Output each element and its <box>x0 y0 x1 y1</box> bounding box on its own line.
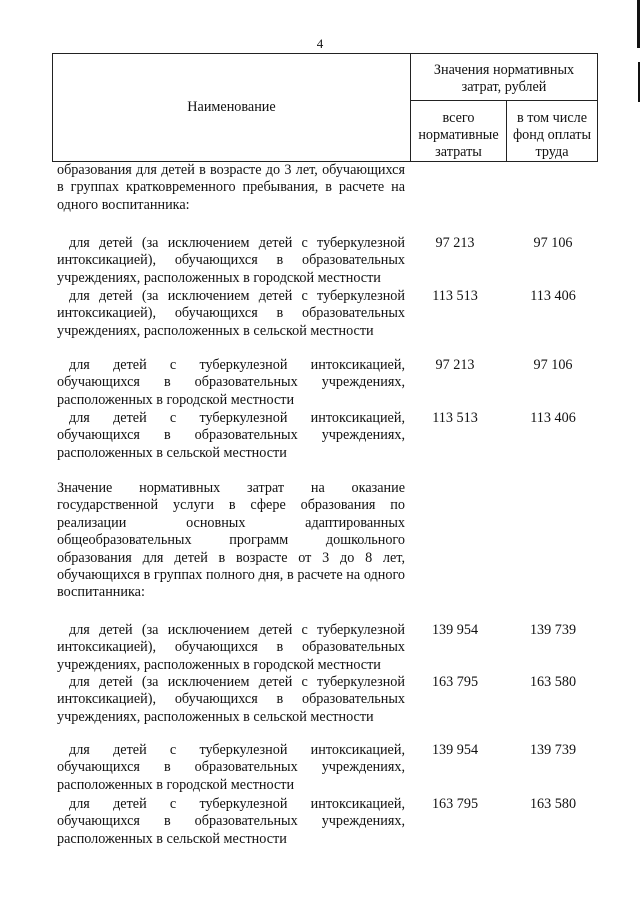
header-values-group: Значения нормативных затрат, рублей <box>433 62 575 95</box>
row-text: образования для детей в возрасте до 3 лет, обучающихся в группах кратковременного пребывания, в расчете на одного воспитанника: <box>57 162 405 213</box>
header-col-total: всего нормативные затраты <box>418 110 499 160</box>
header-col-payroll: в том числе фонд оплаты труда <box>512 110 592 160</box>
row-total: 139 954 <box>431 622 479 638</box>
row-text: для детей с туберкулезной интоксикацией, обучающихся в образовательных учреждениях, расположенных в городской местности <box>57 357 405 408</box>
row-total: 163 795 <box>431 674 479 690</box>
header-divider-group <box>410 100 597 101</box>
row-total: 139 954 <box>431 742 479 758</box>
row-total: 113 513 <box>432 288 478 304</box>
row-text: для детей (за исключением детей с туберкулезной интоксикацией), обучающихся в образовательных учреждениях, расположенных в сельской местности <box>57 674 405 725</box>
row-payroll: 113 406 <box>530 410 576 426</box>
header-name-column: Наименование <box>187 99 276 115</box>
section-heading: Значение нормативных затрат на оказание государственной услуги в сфере образования по реализации основных адаптированных общеобразовательных программ дошкольного образования для детей в возрасте от 3 до 8 лет, обучающихся в группах полного дня, в расчете на одного воспитанника: <box>57 480 405 601</box>
row-text: для детей с туберкулезной интоксикацией, обучающихся в образовательных учреждениях, расположенных в сельской местности <box>57 796 405 847</box>
row-payroll: 97 106 <box>533 235 573 251</box>
header-divider-subcols <box>506 100 507 161</box>
row-total: 113 513 <box>432 410 478 426</box>
row-text: для детей с туберкулезной интоксикацией, обучающихся в образовательных учреждениях, расположенных в городской местности <box>57 742 405 793</box>
row-text: для детей с туберкулезной интоксикацией, обучающихся в образовательных учреждениях, расположенных в сельской местности <box>57 410 405 461</box>
page-number: 4 <box>316 36 324 51</box>
header-top-border <box>52 53 598 54</box>
row-payroll: 113 406 <box>530 288 576 304</box>
row-text: для детей (за исключением детей с туберкулезной интоксикацией), обучающихся в образовательных учреждениях, расположенных в городской местности <box>57 622 405 673</box>
row-payroll: 97 106 <box>533 357 573 373</box>
header-right-border <box>597 53 598 161</box>
row-total: 97 213 <box>435 357 475 373</box>
row-payroll: 139 739 <box>529 622 577 638</box>
row-payroll: 139 739 <box>529 742 577 758</box>
row-total: 163 795 <box>431 796 479 812</box>
row-payroll: 163 580 <box>529 674 577 690</box>
row-text: для детей (за исключением детей с туберкулезной интоксикацией), обучающихся в образовательных учреждениях, расположенных в городской местности <box>57 235 405 286</box>
row-text: для детей (за исключением детей с туберкулезной интоксикацией), обучающихся в образовательных учреждениях, расположенных в сельской местности <box>57 288 405 339</box>
row-payroll: 163 580 <box>529 796 577 812</box>
row-total: 97 213 <box>435 235 475 251</box>
